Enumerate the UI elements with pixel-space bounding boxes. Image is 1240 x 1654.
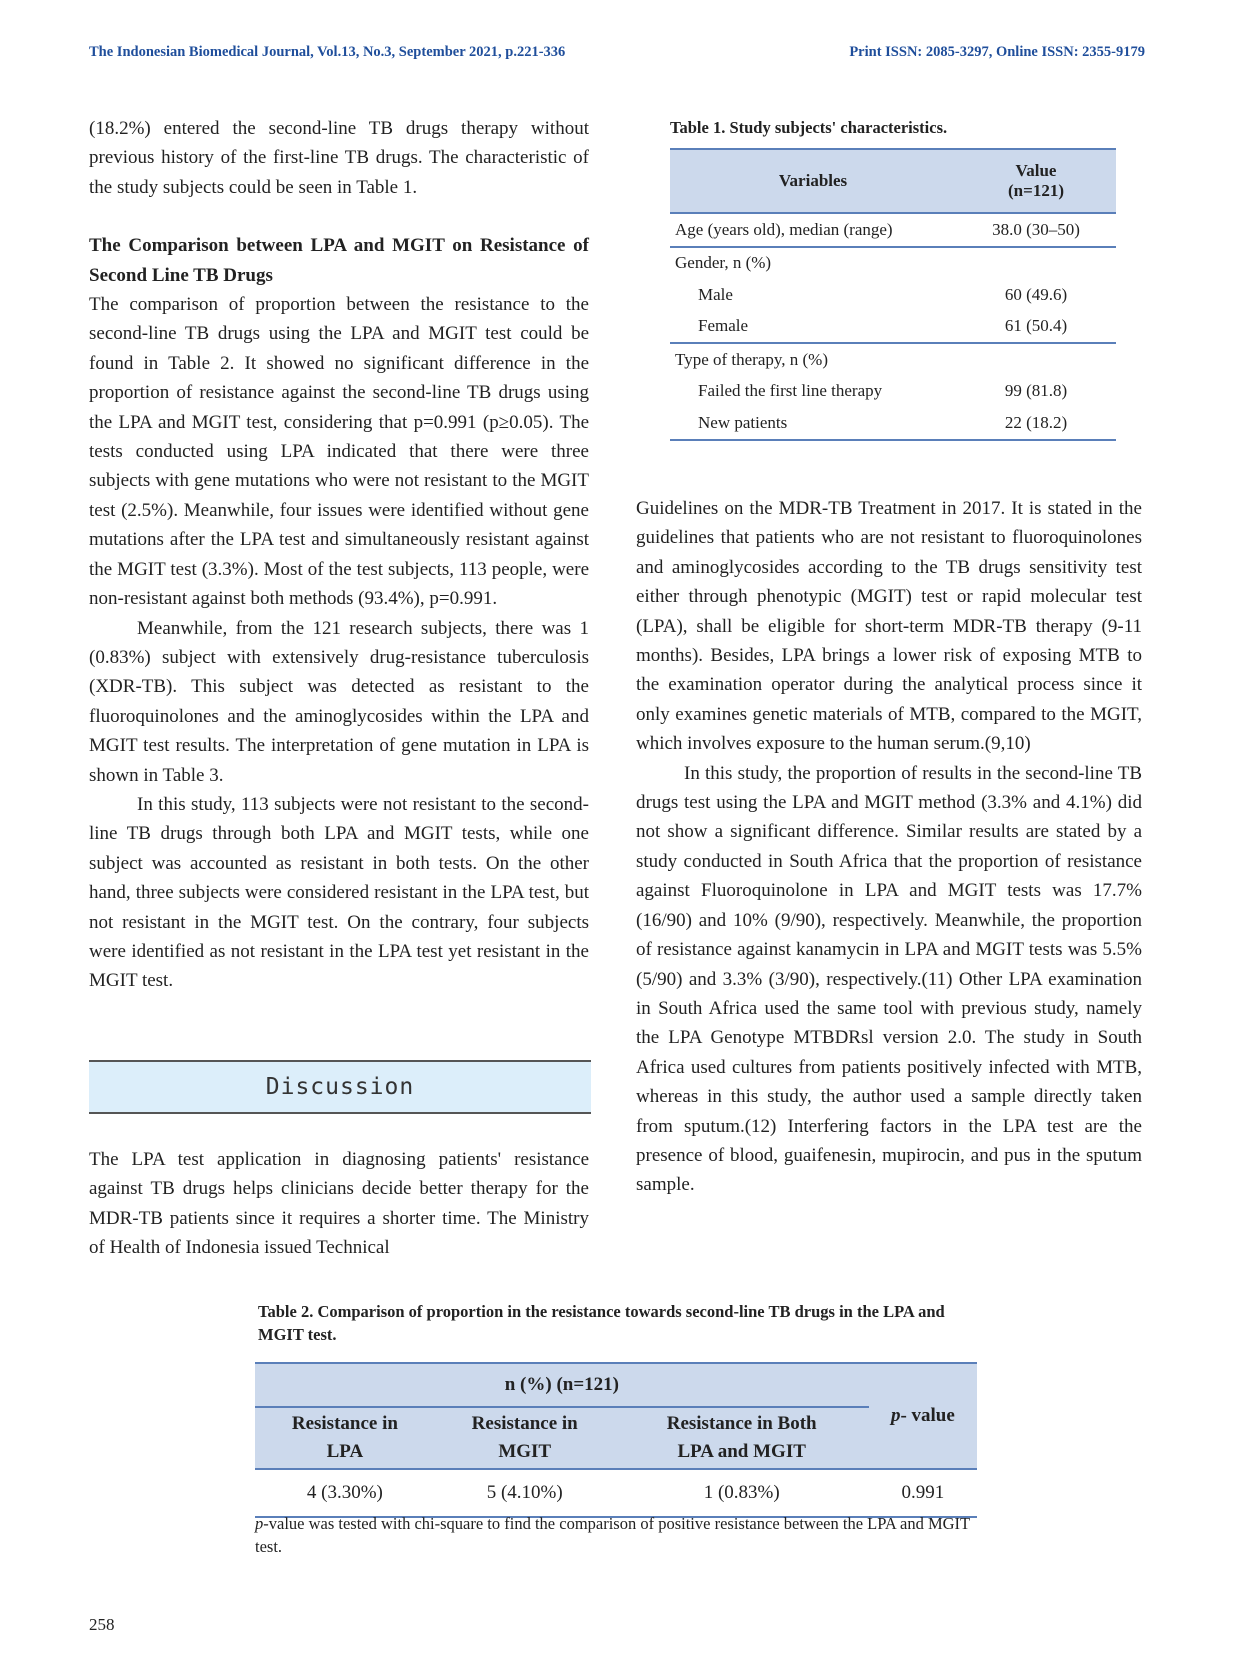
issn-line: Print ISSN: 2085-3297, Online ISSN: 2355-9179	[849, 44, 1145, 60]
paragraph: Meanwhile, from the 121 research subjects, there was 1 (0.83%) subject with extensively drug-resistance tuberculosis (XDR-TB). This subject was detected as resistant to the fluoroquinolones and the aminoglycosides within the LPA and MGIT test results. The interpretation of gene mutation in LPA is shown in Table 3.	[89, 617, 589, 786]
table-row: Failed the first line therapy 99 (81.8)	[698, 381, 1068, 401]
table1-header-value: Value (n=121)	[956, 149, 1116, 213]
table-row: Female 61 (50.4)	[670, 311, 1116, 344]
paragraph: The LPA test application in diagnosing patients' resistance against TB drugs helps clinicians decide better therapy for the MDR-TB patients since it requires a shorter time. The Ministry of Health of Indonesia issued Technical	[89, 1149, 589, 1259]
page-number: 258	[89, 1615, 115, 1634]
table2-header-lpa: Resistance in LPA	[255, 1407, 435, 1469]
right-column	[636, 494, 1142, 1200]
table-row: Gender, n (%)	[675, 253, 772, 273]
paragraph: (18.2%) entered the second-line TB drugs therapy without previous history of the first-line TB drugs. The characteristic of the study subjects could be seen in Table 1.	[89, 118, 589, 198]
paragraph: The comparison of proportion between the resistance to the second-line TB drugs using the LPA and MGIT test could be found in Table 2. It showed no significant difference in the proportion of resistance against the second-line TB drugs using the LPA and MGIT test, considering that p=0.991 (p≥0.05). The tests conducted using LPA indicated that there were three subjects with gene mutations who were not resistant to the MGIT test (2.5%). Meanwhile, four issues were identified without gene mutations after the LPA test and simultaneously resistant against the MGIT test (3.3%). Most of the test subjects, 113 people, were non-resistant against both methods (93.4%), p=0.991.	[89, 294, 589, 610]
table2-footnote: p-value was tested with chi-square to find the comparison of positive resistance between the LPA and MGIT test.	[255, 1514, 970, 1556]
left-column	[89, 114, 589, 996]
table2-group-header: n (%) (n=121)	[255, 1363, 869, 1407]
table2-caption: Table 2. Comparison of proportion in the resistance towards second-line TB drugs in the LPA and MGIT test.	[258, 1302, 945, 1344]
section-subheading: The Comparison between LPA and MGIT on Resistance of Second Line TB Drugs	[89, 235, 589, 286]
table2-header-mgit: Resistance in MGIT	[435, 1407, 615, 1469]
left-column-continued	[89, 1145, 589, 1263]
table2-header-both: Resistance in Both LPA and MGIT	[615, 1407, 869, 1469]
discussion-heading: Discussion	[89, 1060, 591, 1114]
table-row: Age (years old), median (range) 38.0 (30–50)	[670, 213, 1116, 247]
table-row: Type of therapy, n (%)	[675, 349, 829, 369]
table1	[670, 148, 1116, 441]
table1-header-variables: Variables	[670, 149, 956, 213]
table-row: 4 (3.30%) 5 (4.10%) 1 (0.83%) 0.991	[255, 1469, 977, 1517]
table-row: New patients 22 (18.2)	[670, 407, 1116, 440]
running-header	[89, 44, 1145, 68]
paragraph: In this study, the proportion of results in the second-line TB drugs test using the LPA and MGIT method (3.3% and 4.1%) did not show a significant difference. Similar results are stated by a study conducted in South Africa that the proportion of resistance against Fluoroquinolone in LPA and MGIT tests was 17.7% (16/90) and 10% (9/90), respectively. Meanwhile, the proportion of resistance against kanamycin in LPA and MGIT tests was 5.5% (5/90) and 3.3% (3/90), respectively.(11) Other LPA examination in South Africa used the same tool with previous study, namely the LPA Genotype MTBDRsl version 2.0. The study in South Africa used cultures from patients positively infected with MTB, whereas in this study, the author used a sample directly taken from sputum.(12) Interfering factors in the LPA test are the presence of blood, guaifenesin, mupirocin, and pus in the sputum sample.	[636, 762, 1142, 1196]
table2	[255, 1362, 977, 1518]
journal-title: The Indonesian Biomedical Journal, Vol.13, No.3, September 2021, p.221-336	[89, 44, 566, 60]
table-row: Male 60 (49.6)	[698, 284, 1068, 304]
paragraph: In this study, 113 subjects were not resistant to the second-line TB drugs through both LPA and MGIT tests, while one subject was accounted as resistant in both tests. On the other hand, three subjects were considered resistant in the LPA test, but not resistant in the MGIT test. On the contrary, four subjects were identified as not resistant in the LPA test yet resistant in the MGIT test.	[89, 793, 589, 992]
paragraph: Guidelines on the MDR-TB Treatment in 2017. It is stated in the guidelines that patients who are not resistant to fluoroquinolones and aminoglycosides according to the TB drugs sensitivity test either through phenotypic (MGIT) test or rapid molecular test (LPA), shall be eligible for short-term MDR-TB therapy (9-11 months). Besides, LPA brings a lower risk of exposing MTB to the examination operator during the analytical process since it only examines genetic materials of MTB, compared to the MGIT, which involves exposure to the human serum.(9,10)	[636, 498, 1142, 755]
table2-header-p-value: p- value	[869, 1363, 977, 1469]
table1-caption: Table 1. Study subjects' characteristics.	[670, 118, 948, 137]
